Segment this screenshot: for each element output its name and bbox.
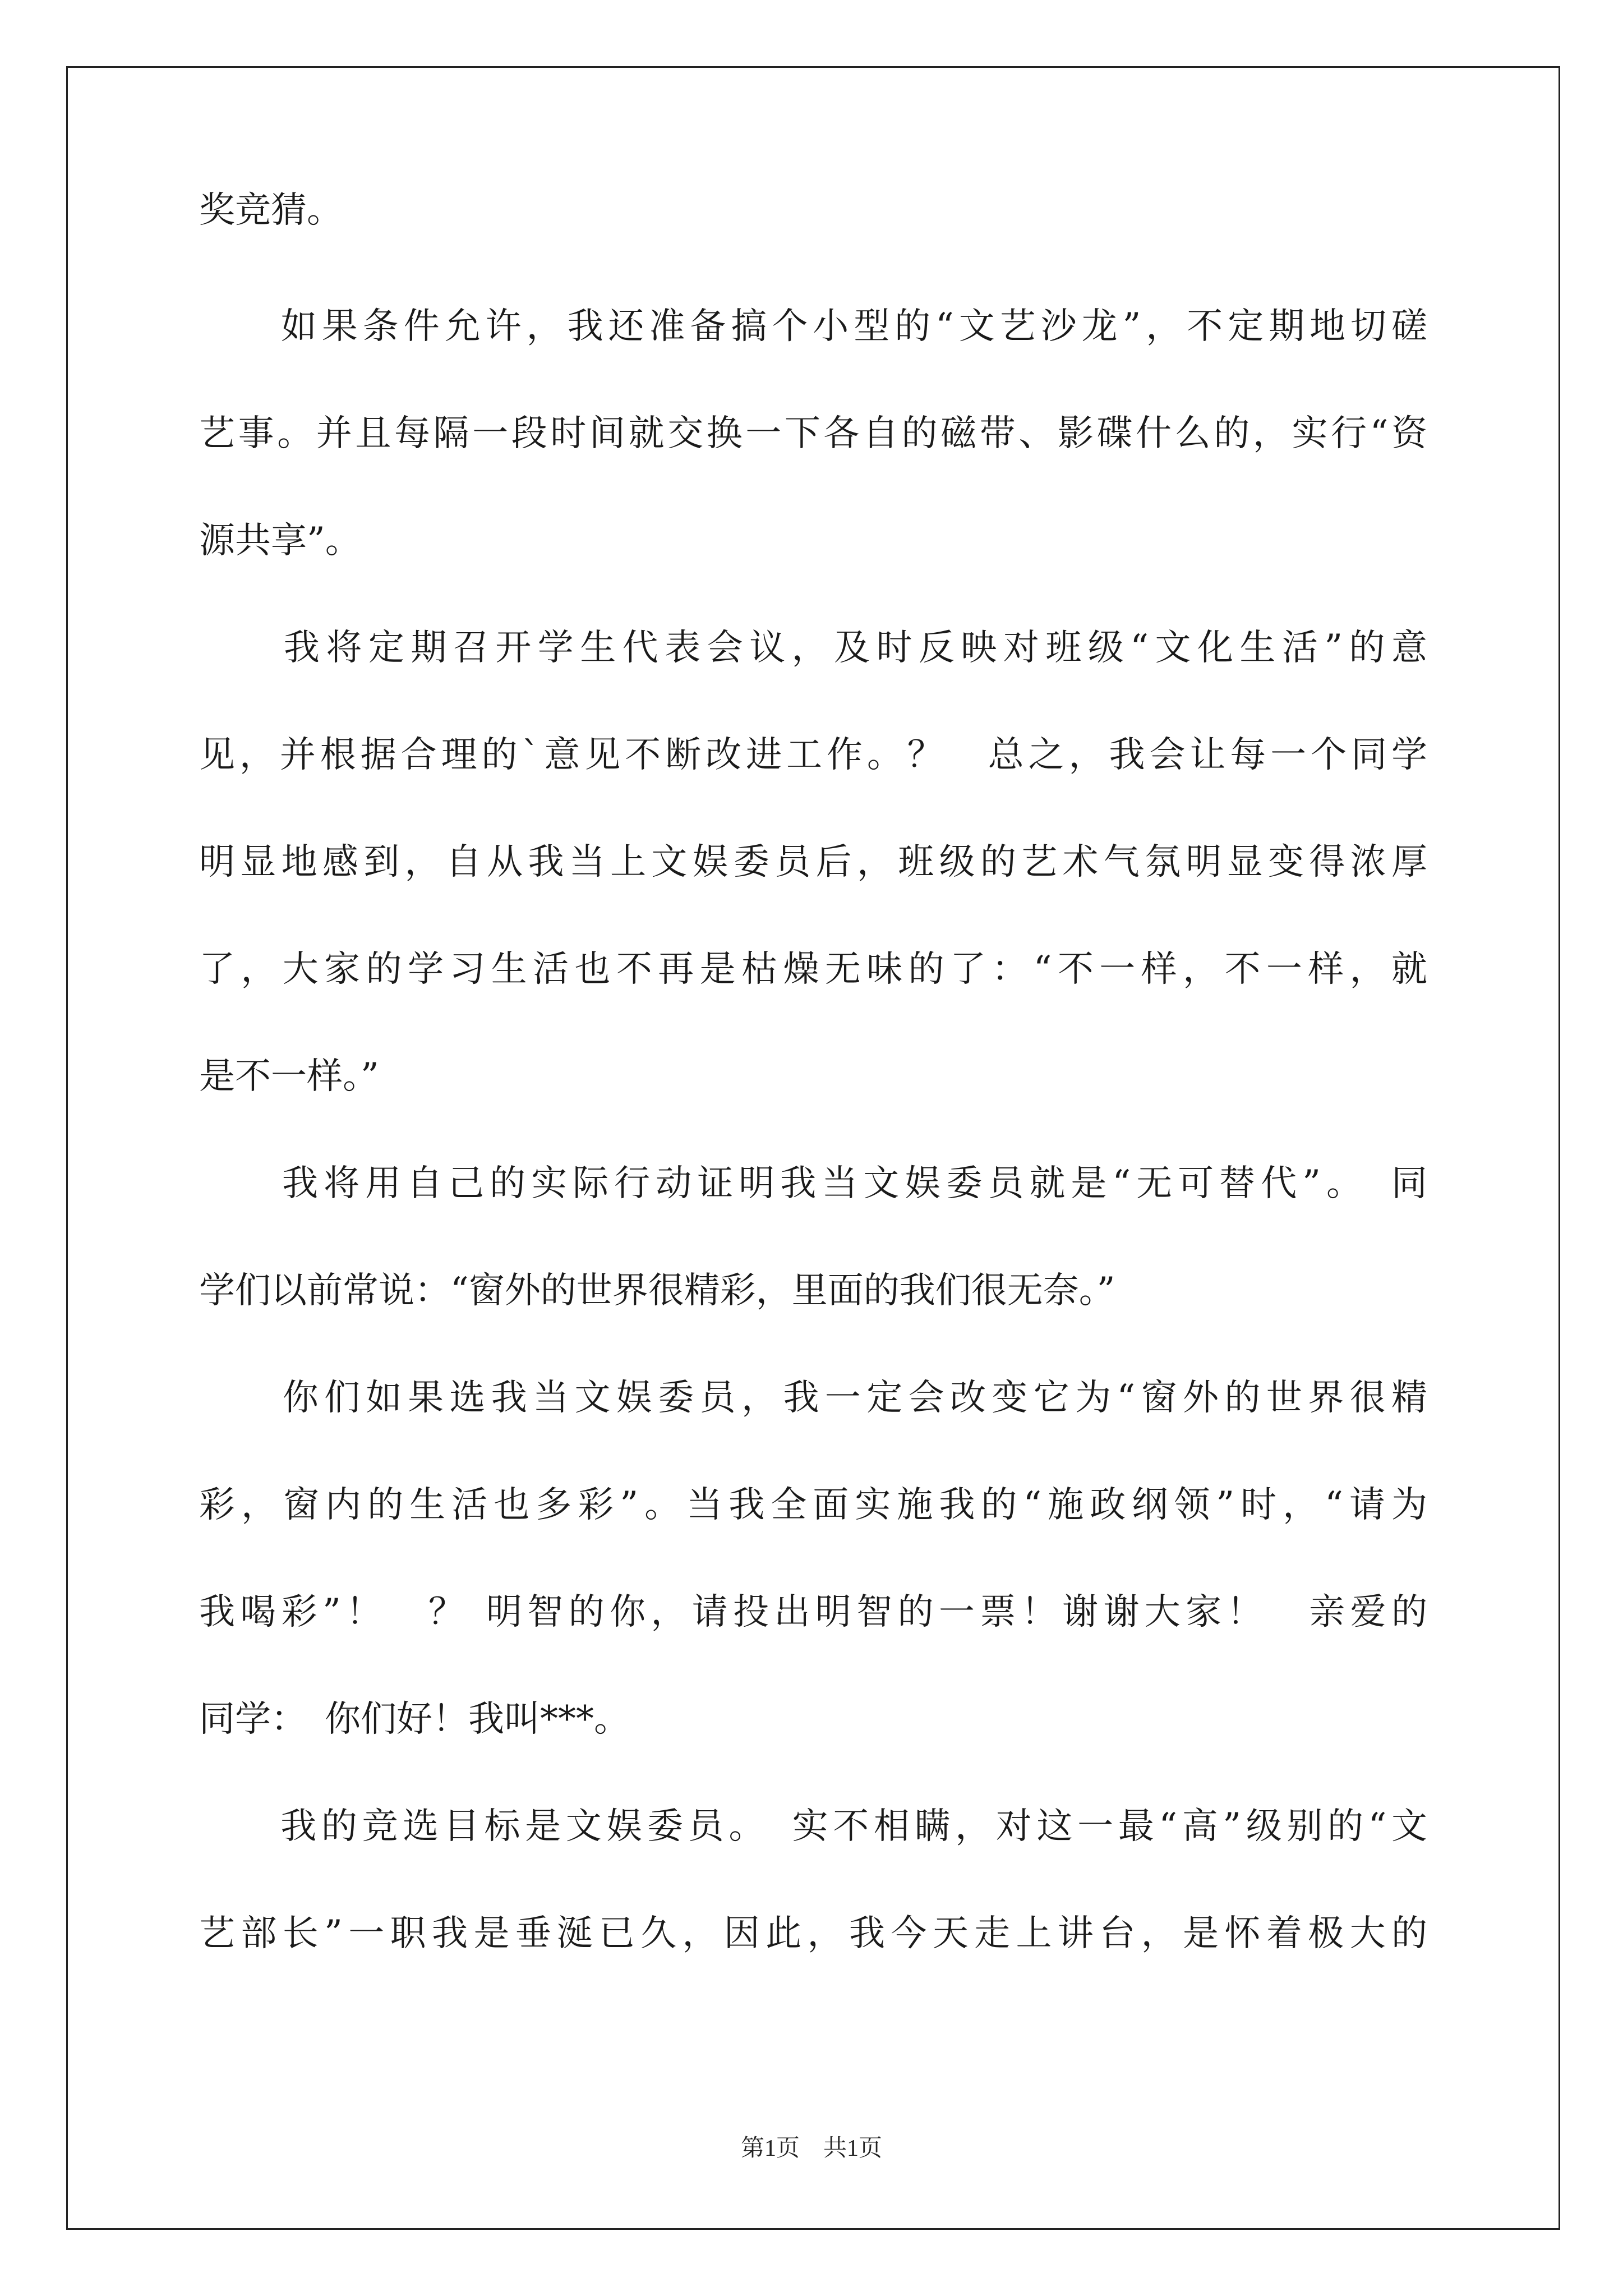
text-line: 学们以前常说：“窗外的世界很精彩，里面的我们很无奈。” (199, 1270, 1115, 1312)
text-line: 我将定期召开学生代表会议，及时反映对班级“文化生活”的意 (199, 627, 1427, 669)
text-line: 明显地感到，自从我当上文娱委员后，班级的艺术气氛明显变得浓厚 (199, 841, 1427, 883)
text-line: 见，并根据合理的`意见不断改进工作。？ 总之，我会让每一个同学 (199, 734, 1427, 776)
text-line: 彩，窗内的生活也多彩”。当我全面实施我的“施政纲领”时，“请为 (199, 1484, 1427, 1526)
text-line: 艺事。并且每隔一段时间就交换一下各自的磁带、影碟什么的，实行“资 (199, 413, 1427, 454)
text-line: 同学： 你们好！我叫***。 (199, 1699, 630, 1740)
text-line: 奖竞猜。 (199, 190, 343, 231)
page-footer: 第1页 共1页 (740, 2136, 882, 2161)
text-line: 我将用自己的实际行动证明我当文娱委员就是“无可替代”。 同 (199, 1163, 1427, 1204)
text-line: 你们如果选我当文娱委员，我一定会改变它为“窗外的世界很精 (199, 1377, 1427, 1419)
text-line: 我的竞选目标是文娱委员。 实不相瞒，对这一最“高”级别的“文 (199, 1806, 1427, 1847)
text-line: 艺部长”一职我是垂涎已久，因此，我今天走上讲台，是怀着极大的 (199, 1913, 1427, 1954)
text-line: 如果条件允许，我还准备搞个小型的“文艺沙龙”，不定期地切磋 (199, 306, 1427, 347)
page-border (66, 66, 1560, 2230)
text-line: 源共享”。 (199, 520, 361, 562)
text-line: 我喝彩”！ ？ 明智的你，请投出明智的一票！谢谢大家！ 亲爱的 (199, 1591, 1427, 1633)
text-line: 是不一样。” (199, 1056, 379, 1097)
text-line: 了，大家的学习生活也不再是枯燥无味的了：“不一样，不一样，就 (199, 949, 1427, 990)
